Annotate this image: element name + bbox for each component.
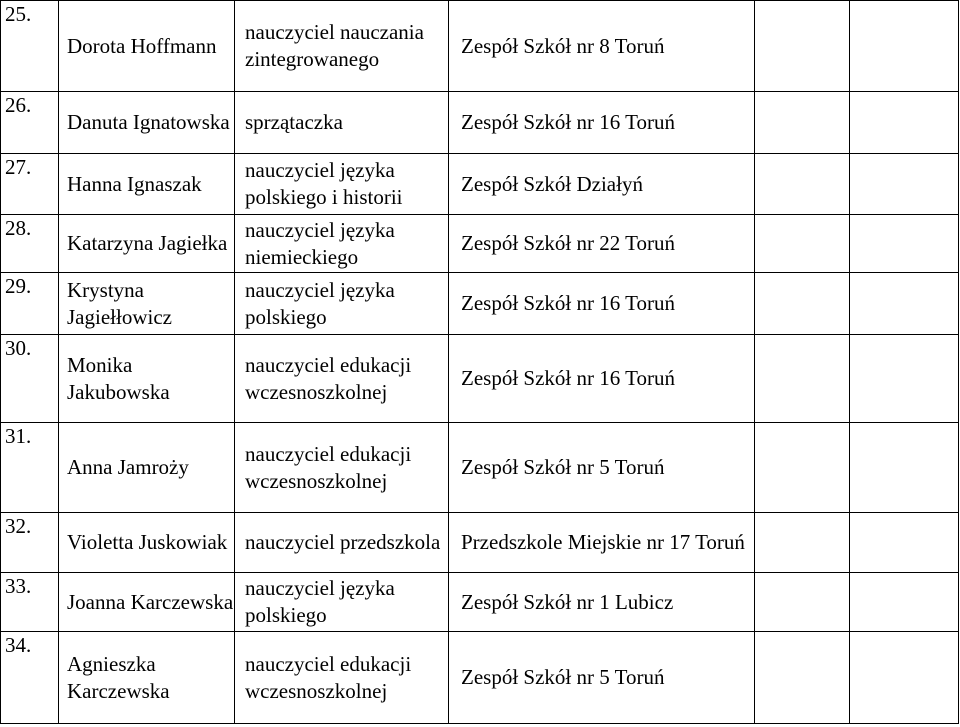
person-name: Anna Jamroży: [59, 423, 235, 513]
school-name: Zespół Szkół nr 16 Toruń: [449, 273, 755, 335]
job-title: nauczyciel języka polskiego: [235, 273, 449, 335]
empty-cell: [850, 273, 959, 335]
empty-cell: [755, 154, 850, 215]
empty-cell: [850, 1, 959, 92]
person-name: Hanna Ignaszak: [59, 154, 235, 215]
table-row: [1, 513, 959, 573]
empty-cell: [850, 513, 959, 573]
job-title: nauczyciel języka polskiego i historii: [235, 154, 449, 215]
empty-cell: [755, 273, 850, 335]
empty-cell: [850, 423, 959, 513]
table-row: [1, 215, 959, 273]
row-number: 33.: [1, 573, 59, 632]
row-number: 25.: [1, 1, 59, 92]
table-row: [1, 335, 959, 423]
table-row: [1, 154, 959, 215]
job-title: nauczyciel edukacji wczesnoszkolnej: [235, 632, 449, 724]
empty-cell: [755, 573, 850, 632]
empty-cell: [755, 513, 850, 573]
empty-cell: [755, 1, 850, 92]
row-number: 30.: [1, 335, 59, 423]
row-number: 28.: [1, 215, 59, 273]
person-name: Violetta Juskowiak: [59, 513, 235, 573]
person-name: Agnieszka Karczewska: [59, 632, 235, 724]
table-row: [1, 423, 959, 513]
school-name: Zespół Szkół Działyń: [449, 154, 755, 215]
empty-cell: [755, 423, 850, 513]
job-title: nauczyciel nauczania zintegrowanego: [235, 1, 449, 92]
empty-cell: [755, 215, 850, 273]
job-title: nauczyciel edukacji wczesnoszkolnej: [235, 423, 449, 513]
school-name: Zespół Szkół nr 8 Toruń: [449, 1, 755, 92]
person-name: Monika Jakubowska: [59, 335, 235, 423]
person-name: Dorota Hoffmann: [59, 1, 235, 92]
job-title: nauczyciel języka niemieckiego: [235, 215, 449, 273]
row-number: 27.: [1, 154, 59, 215]
empty-cell: [755, 632, 850, 724]
school-name: Zespół Szkół nr 5 Toruń: [449, 632, 755, 724]
row-number: 34.: [1, 632, 59, 724]
row-number: 31.: [1, 423, 59, 513]
empty-cell: [850, 335, 959, 423]
empty-cell: [850, 92, 959, 154]
empty-cell: [850, 632, 959, 724]
school-name: Przedszkole Miejskie nr 17 Toruń: [449, 513, 755, 573]
table-row: [1, 273, 959, 335]
person-name: Danuta Ignatowska: [59, 92, 235, 154]
job-title: nauczyciel języka polskiego: [235, 573, 449, 632]
empty-cell: [850, 215, 959, 273]
school-name: Zespół Szkół nr 16 Toruń: [449, 92, 755, 154]
person-name: Joanna Karczewska: [59, 573, 235, 632]
empty-cell: [850, 154, 959, 215]
job-title: nauczyciel przedszkola: [235, 513, 449, 573]
row-number: 29.: [1, 273, 59, 335]
school-name: Zespół Szkół nr 1 Lubicz: [449, 573, 755, 632]
row-number: 32.: [1, 513, 59, 573]
school-name: Zespół Szkół nr 5 Toruń: [449, 423, 755, 513]
person-name: Katarzyna Jagiełka: [59, 215, 235, 273]
school-name: Zespół Szkół nr 16 Toruń: [449, 335, 755, 423]
empty-cell: [755, 92, 850, 154]
row-number: 26.: [1, 92, 59, 154]
table-row: [1, 1, 959, 92]
table-row: [1, 92, 959, 154]
person-name: Krystyna Jagiełłowicz: [59, 273, 235, 335]
school-name: Zespół Szkół nr 22 Toruń: [449, 215, 755, 273]
table-row: [1, 573, 959, 632]
job-title: nauczyciel edukacji wczesnoszkolnej: [235, 335, 449, 423]
empty-cell: [850, 573, 959, 632]
job-title: sprzątaczka: [235, 92, 449, 154]
table-row: [1, 632, 959, 724]
empty-cell: [755, 335, 850, 423]
